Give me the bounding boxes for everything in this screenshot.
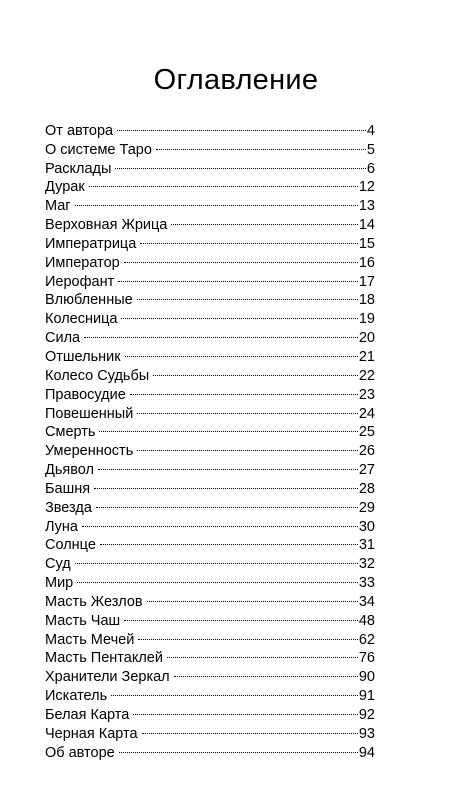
- dot-leader: [77, 568, 358, 587]
- toc-entry-label: Отшельник: [45, 348, 121, 365]
- toc-entry-label: Колесо Судьбы: [45, 367, 150, 384]
- toc-entry-label: Императрица: [45, 235, 137, 252]
- dot-leader: [94, 474, 358, 493]
- toc-entry-label: Искатель: [45, 688, 108, 705]
- toc-entry[interactable]: [45, 342, 375, 365]
- toc-entry-page-number: 20: [358, 330, 375, 347]
- toc-entry-page-number: 16: [358, 254, 375, 271]
- toc-entry-page-number: 48: [358, 612, 375, 629]
- toc-entry-label: Верховная Жрица: [45, 217, 168, 234]
- toc-entry[interactable]: [45, 512, 375, 535]
- toc-entry-label: От автора: [45, 122, 114, 139]
- toc-entry-label: Повешенный: [45, 405, 134, 422]
- toc-entry-label: Об авторе: [45, 744, 115, 761]
- dot-leader: [96, 493, 358, 512]
- toc-entry-label: Дьявол: [45, 462, 94, 479]
- dot-leader: [115, 154, 366, 173]
- dot-leader: [125, 342, 358, 361]
- toc-entry-label: Маг: [45, 198, 71, 215]
- toc-entry-page-number: 92: [358, 707, 375, 723]
- toc-entry-page-number: 14: [358, 217, 375, 234]
- toc-entry[interactable]: [45, 191, 375, 215]
- dot-leader: [142, 719, 358, 738]
- toc-entry-label: Мир: [45, 575, 74, 592]
- toc-entry-page-number: 28: [358, 480, 375, 497]
- toc-entry[interactable]: [45, 549, 375, 573]
- toc-entry-label: Расклады: [45, 160, 112, 177]
- toc-entry-label: Правосудие: [45, 386, 126, 403]
- toc-entry-page-number: 26: [358, 443, 375, 460]
- toc-entry-page-number: 93: [358, 725, 375, 742]
- toc-entry-page-number: 22: [358, 367, 375, 384]
- toc-entry-page-number: 94: [358, 744, 375, 761]
- toc-entry-page-number: 91: [358, 688, 375, 705]
- dot-leader: [167, 644, 358, 663]
- page-title: Оглавление: [153, 64, 319, 96]
- dot-leader: [137, 399, 358, 418]
- toc-list: [45, 116, 375, 761]
- toc-entry[interactable]: [45, 173, 375, 196]
- toc-entry-page-number: 15: [358, 235, 375, 252]
- dot-leader: [174, 662, 358, 681]
- dot-leader: [124, 248, 358, 267]
- toc-entry-label: Масть Мечей: [45, 631, 135, 648]
- dot-leader: [140, 229, 358, 248]
- dot-leader: [75, 191, 358, 210]
- toc-entry[interactable]: [45, 210, 375, 234]
- toc-entry-page-number: 24: [358, 405, 375, 422]
- dot-leader: [119, 738, 358, 757]
- toc-entry-page-number: 25: [358, 424, 375, 441]
- toc-entry-label: Влюбленные: [45, 292, 133, 309]
- dot-leader: [84, 323, 358, 342]
- toc-entry-label: Умеренность: [45, 443, 134, 460]
- toc-entry-page-number: 5: [366, 141, 375, 158]
- toc-entry-page-number: 6: [366, 160, 375, 177]
- toc-entry-label: Звезда: [45, 499, 92, 516]
- dot-leader: [89, 173, 358, 192]
- dot-leader: [121, 304, 357, 323]
- toc-entry[interactable]: [45, 568, 375, 592]
- dot-leader: [156, 135, 366, 154]
- dot-leader: [98, 455, 358, 474]
- toc-entry-label: Дурак: [45, 179, 85, 196]
- toc-entry-label: Луна: [45, 518, 79, 535]
- toc-entry-page-number: 23: [358, 386, 375, 403]
- toc-entry-label: Император: [45, 254, 120, 271]
- toc-entry-label: Белая Карта: [45, 707, 130, 723]
- dot-leader: [138, 625, 358, 644]
- dot-leader: [153, 361, 358, 380]
- dot-leader: [171, 210, 357, 229]
- toc-entry-page-number: 90: [358, 669, 375, 686]
- toc-entry-page-number: 12: [358, 179, 375, 196]
- toc-entry-page-number: 33: [358, 575, 375, 592]
- dot-leader: [100, 531, 358, 550]
- toc-entry-label: Сила: [45, 330, 81, 347]
- toc-entry-page-number: 29: [358, 499, 375, 516]
- toc-entry-label: Колесница: [45, 311, 118, 328]
- toc-entry-label: Масть Жезлов: [45, 593, 143, 610]
- toc-entry-label: Суд: [45, 556, 71, 573]
- toc-entry-page-number: 17: [358, 273, 375, 290]
- toc-entry-page-number: 32: [358, 556, 375, 573]
- toc-entry-page-number: 30: [358, 518, 375, 535]
- toc-entry-label: Башня: [45, 480, 91, 497]
- toc-entry-page-number: 13: [358, 198, 375, 215]
- toc-entry[interactable]: [45, 587, 375, 610]
- toc-entry-label: Масть Пентаклей: [45, 650, 163, 667]
- dot-leader: [118, 267, 358, 286]
- toc-entry-label: О системе Таро: [45, 141, 152, 158]
- toc-entry[interactable]: [45, 474, 375, 497]
- toc-entry-page-number: 62: [358, 631, 375, 648]
- toc-entry[interactable]: [45, 493, 375, 516]
- toc-entry[interactable]: [45, 323, 375, 347]
- toc-entry-label: Смерть: [45, 424, 96, 441]
- dot-leader: [130, 380, 358, 399]
- toc-entry-label: Масть Чаш: [45, 612, 121, 629]
- toc-entry-page-number: 18: [358, 292, 375, 309]
- dot-leader: [137, 436, 358, 455]
- dot-leader: [75, 549, 358, 568]
- toc-entry-page-number: 21: [358, 348, 375, 365]
- toc-entry-label: Солнце: [45, 537, 96, 554]
- dot-leader: [137, 286, 358, 305]
- toc-entry-page-number: 34: [358, 593, 375, 610]
- toc-entry-page-number: 31: [358, 537, 375, 554]
- toc-entry-page-number: 27: [358, 462, 375, 479]
- dot-leader: [147, 587, 358, 606]
- dot-leader: [99, 418, 357, 437]
- toc-entry-label: Черная Карта: [45, 725, 138, 742]
- toc-entry-page-number: 76: [358, 650, 375, 667]
- dot-leader: [82, 512, 358, 531]
- toc-entry-label: Хранители Зеркал: [45, 669, 170, 686]
- toc-entry[interactable]: [45, 116, 375, 139]
- toc-entry-page-number: 19: [358, 311, 375, 328]
- toc-entry[interactable]: [45, 531, 375, 554]
- toc-entry-label: Иерофант: [45, 273, 115, 290]
- dot-leader: [124, 606, 358, 625]
- toc-entry-page-number: 4: [366, 122, 375, 139]
- dot-leader: [133, 700, 358, 719]
- dot-leader: [117, 116, 366, 135]
- dot-leader: [111, 681, 358, 700]
